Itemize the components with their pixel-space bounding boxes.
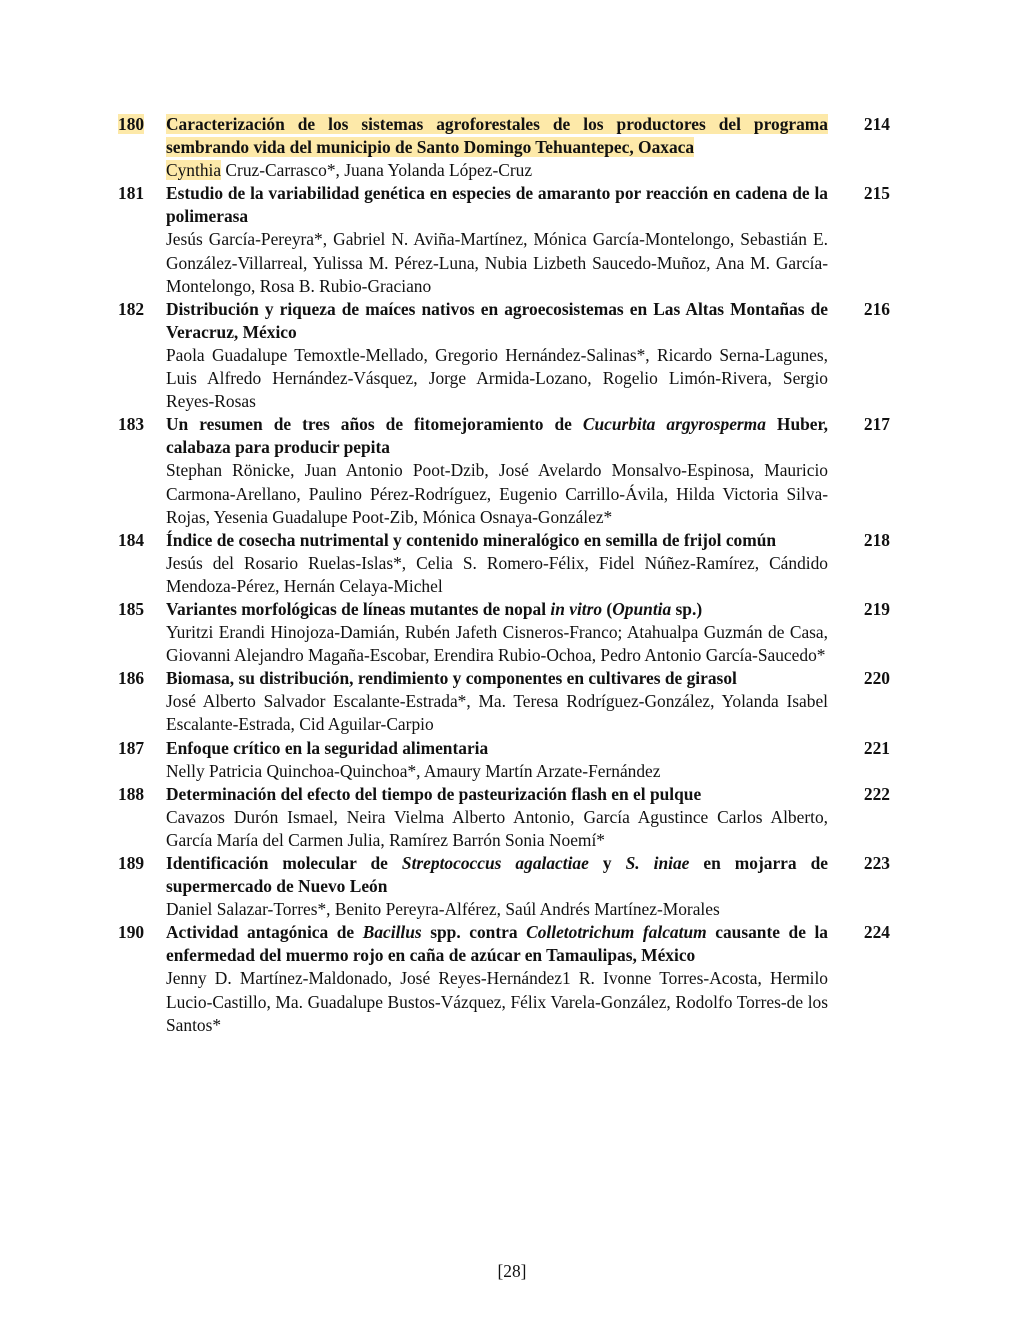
entry-page-number: 215 — [863, 183, 890, 204]
entry-page-number: 222 — [863, 783, 890, 804]
entry-number: 184 — [118, 529, 145, 550]
entry-body — [166, 529, 828, 598]
entry-page-number: 219 — [863, 598, 890, 619]
entry-number: 187 — [118, 737, 145, 758]
entry-body — [166, 783, 828, 852]
entry-page-number: 221 — [863, 737, 890, 758]
entry-page-number: 224 — [863, 922, 890, 943]
toc-entry — [118, 182, 894, 297]
entry-body — [166, 182, 828, 297]
entry-title: Caracterización de los sistemas agroforestales de los productores del programa sembrando vida del municipio de Santo Domingo Tehuantepec, Oaxaca — [166, 114, 828, 158]
entry-body — [166, 113, 828, 182]
entry-authors: Jesús García-Pereyra*, Gabriel N. Aviña-Martínez, Mónica García-Montelongo, Sebastián E. González-Villarreal, Yulissa M. Pérez-Luna, Nubia Lizbeth Saucedo-Muñoz, Ana M. García-Montelongo, Rosa B. Rubio-Graciano — [166, 229, 828, 296]
entry-authors: Nelly Patricia Quinchoa-Quinchoa*, Amaury Martín Arzate-Fernández — [166, 760, 661, 781]
entry-page-number: 218 — [863, 529, 890, 550]
entry-title: Un resumen de tres años de fitomejoramiento de Cucurbita argyrosperma Huber, calabaza para producir pepita — [166, 414, 828, 458]
entry-title: Estudio de la variabilidad genética en especies de amaranto por reacción en cadena de la polimerasa — [166, 183, 828, 227]
entry-page-number: 214 — [863, 114, 890, 134]
entry-title: Distribución y riqueza de maíces nativos en agroecosistemas en Las Altas Montañas de Veracruz, México — [166, 298, 828, 342]
entry-number: 182 — [118, 298, 145, 319]
entry-body — [166, 852, 828, 921]
entry-body — [166, 413, 828, 528]
entry-number: 185 — [118, 598, 145, 619]
entry-authors: Paola Guadalupe Temoxtle-Mellado, Gregorio Hernández-Salinas*, Ricardo Serna-Lagunes, Luis Alfredo Hernández-Vásquez, Jorge Armida-Lozano, Rogelio Limón-Rivera, Sergio Reyes-Rosas — [166, 344, 828, 412]
toc-entry — [118, 921, 894, 1036]
entry-authors: Yuritzi Erandi Hinojoza-Damián, Rubén Jafeth Cisneros-Franco; Atahualpa Guzmán de Casa, Giovanni Alejandro Magaña-Escobar, Erendira Rubio-Ochoa, Pedro Antonio García-Saucedo* — [166, 622, 828, 666]
entry-authors: Daniel Salazar-Torres*, Benito Pereyra-Alférez, Saúl Andrés Martínez-Morales — [166, 899, 720, 920]
entry-title: Determinación del efecto del tiempo de pasteurización flash en el pulque — [166, 783, 702, 804]
entry-page-number: 217 — [863, 414, 890, 435]
entry-number: 186 — [118, 668, 145, 689]
entry-title: Variantes morfológicas de líneas mutantes de nopal in vitro (Opuntia sp.) — [166, 598, 703, 619]
toc-entry — [118, 667, 894, 736]
entry-number: 189 — [118, 853, 145, 873]
page-number: [28] — [497, 1261, 527, 1281]
entry-title: Índice de cosecha nutrimental y contenido mineralógico en semilla de frijol común — [166, 529, 777, 550]
entry-title: Biomasa, su distribución, rendimiento y componentes en cultivares de girasol — [166, 668, 737, 689]
entry-body — [166, 737, 828, 783]
toc-entry — [118, 298, 894, 413]
entry-title: Enfoque crítico en la seguridad alimentaria — [166, 737, 489, 758]
entry-number: 190 — [118, 922, 145, 943]
entry-page-number: 223 — [863, 853, 890, 873]
toc-entry — [118, 598, 894, 667]
toc-entry — [118, 113, 894, 182]
entry-authors: Jesús del Rosario Ruelas-Islas*, Celia S. Romero-Félix, Fidel Núñez-Ramírez, Cándido Mendoza-Pérez, Hernán Celaya-Michel — [166, 552, 828, 596]
entry-title: Actividad antagónica de Bacillus spp. contra Colletotrichum falcatum causante de la enfermedad del muermo rojo en caña de azúcar en Tamaulipas, México — [166, 922, 829, 966]
entry-page-number: 220 — [863, 668, 890, 689]
toc-entry — [118, 852, 894, 921]
toc-entry — [118, 783, 894, 852]
toc-entry — [118, 737, 894, 783]
entry-page-number: 216 — [863, 298, 890, 319]
entry-authors: Jenny D. Martínez-Maldonado, José Reyes-Hernández1 R. Ivonne Torres-Acosta, Hermilo Lucio-Castillo, Ma. Guadalupe Bustos-Vázquez, Félix Varela-González, Rodolfo Torres-de los Santos* — [166, 968, 828, 1035]
toc-entry — [118, 413, 894, 528]
entry-title: Identificación molecular de Streptococcus agalactiae y S. iniae en mojarra de supermercado de Nuevo León — [166, 853, 829, 897]
entry-body — [166, 921, 828, 1036]
entry-body — [166, 598, 828, 667]
entry-authors: José Alberto Salvador Escalante-Estrada*, Ma. Teresa Rodríguez-González, Yolanda Isabel Escalante-Estrada, Cid Aguilar-Carpio — [166, 691, 828, 735]
entry-authors: Stephan Rönicke, Juan Antonio Poot-Dzib, José Avelardo Monsalvo-Espinosa, Mauricio Carmona-Arellano, Paulino Pérez-Rodríguez, Eugenio Carrillo-Ávila, Hilda Victoria Silva-Rojas, Yesenia Guadalupe Poot-Zib, Mónica Osnaya-González* — [166, 460, 828, 527]
toc-entry — [118, 529, 894, 598]
entry-number: 180 — [118, 114, 145, 134]
entry-body — [166, 667, 828, 736]
entry-number: 183 — [118, 414, 145, 435]
entry-number: 188 — [118, 783, 145, 804]
entry-authors: Cavazos Durón Ismael, Neira Vielma Alberto Antonio, García Agustince Carlos Alberto, García María del Carmen Julia, Ramírez Barrón Sonia Noemí* — [166, 806, 828, 850]
entry-authors: Cynthia Cruz-Carrasco*, Juana Yolanda López-Cruz — [166, 160, 533, 181]
entry-body — [166, 298, 828, 413]
entry-number: 181 — [118, 183, 145, 204]
table-of-contents — [118, 113, 894, 1037]
